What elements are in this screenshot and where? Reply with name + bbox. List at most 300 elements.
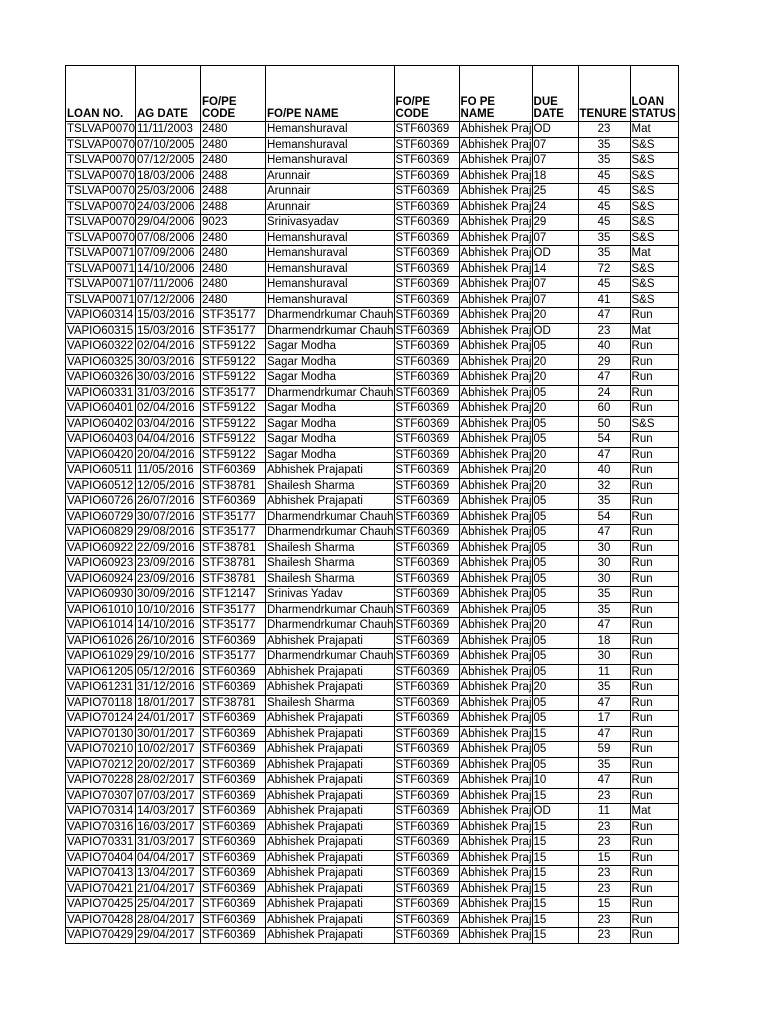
cell-fo-pe-name-2: Abhishek Praj [460,371,532,384]
cell-tenure: 60 [578,401,630,417]
cell-fo-pe-name-2: Abhishek Praj [460,665,532,678]
cell-fo-pe-code-2: STF60369 [394,571,459,587]
cell-loan-no: VAPIO70130 [66,726,136,742]
cell-loan-no: VAPIO60729 [66,509,136,525]
cell-due-date: OD [532,323,578,339]
cell-loan-status: S&S [630,153,678,169]
cell-fo-pe-code-2: STF60369 [394,726,459,742]
cell-ag-date: 07/11/2006 [135,277,200,293]
cell-loan-no: VAPIO70331 [66,835,136,851]
cell-fo-pe-name-2: Abhishek Praj [460,433,532,446]
table-row [66,618,679,634]
cell-due-date: 05 [532,571,578,587]
cell-fo-pe-name: Shailesh Sharma [265,478,394,494]
cell-fo-pe-code-2: STF60369 [394,339,459,355]
table-row [66,339,679,355]
cell-fo-pe-name-2: Abhishek Praj [460,836,532,849]
cell-fo-pe-name: Abhishek Prajapati [265,928,394,944]
cell-fo-pe-code: STF59122 [200,447,265,463]
cell-fo-pe-code-2: STF60369 [394,401,459,417]
cell-loan-no: VAPIO61014 [66,618,136,634]
cell-fo-pe-name-2: Abhishek Praj [460,138,532,151]
cell-due-date: 15 [532,881,578,897]
cell-fo-pe-code-2: STF60369 [394,122,459,138]
cell-fo-pe-code-2: STF60369 [394,184,459,200]
table-row [66,928,679,944]
cell-ag-date: 24/01/2017 [135,711,200,727]
cell-ag-date: 24/03/2006 [135,199,200,215]
cell-loan-no: VAPIO60402 [66,416,136,432]
cell-tenure: 24 [578,385,630,401]
cell-fo-pe-code: STF60369 [200,788,265,804]
cell-fo-pe-code-2: STF60369 [394,416,459,432]
table-row [66,912,679,928]
header-row [66,66,679,122]
cell-loan-no: VAPIO70124 [66,711,136,727]
table-row [66,246,679,262]
table-row [66,292,679,308]
cell-fo-pe-name: Dharmendrkumar Chauh [266,324,394,337]
cell-fo-pe-code-2: STF60369 [394,308,459,324]
cell-due-date: 05 [532,742,578,758]
cell-fo-pe-name: Abhishek Prajapati [265,742,394,758]
cell-ag-date: 05/12/2016 [135,664,200,680]
table-row [66,261,679,277]
table-row [66,897,679,913]
cell-loan-no: VAPIO60314 [66,308,136,324]
cell-ag-date: 15/03/2016 [135,308,200,324]
cell-fo-pe-code: STF59122 [200,401,265,417]
cell-fo-pe-name: Arunnair [265,199,394,215]
cell-due-date: 05 [532,664,578,680]
cell-due-date: 20 [532,354,578,370]
cell-fo-pe-name: Hemanshuraval [265,277,394,293]
cell-fo-pe-code-2: STF60369 [394,292,459,308]
table-row [66,804,679,820]
col-header-due-date: DUE DATE [532,66,578,122]
cell-tenure: 17 [578,711,630,727]
table-row [66,323,679,339]
cell-fo-pe-name: Sagar Modha [265,354,394,370]
cell-loan-status: Run [630,633,678,649]
cell-loan-status: S&S [630,416,678,432]
cell-loan-status: Run [630,587,678,603]
cell-fo-pe-name: Abhishek Prajapati [265,835,394,851]
cell-loan-status: Run [630,664,678,680]
cell-loan-no: TSLVAP0070 [67,123,135,136]
cell-loan-status: Run [630,447,678,463]
cell-loan-status: Mat [630,246,678,262]
cell-fo-pe-name: Abhishek Prajapati [265,819,394,835]
cell-due-date: 05 [532,385,578,401]
table-row [66,168,679,184]
cell-fo-pe-code: 2488 [200,184,265,200]
cell-tenure: 23 [578,819,630,835]
cell-ag-date: 10/10/2016 [135,602,200,618]
cell-fo-pe-code-2: STF60369 [394,509,459,525]
table-row [66,835,679,851]
cell-loan-no: VAPIO70421 [66,881,136,897]
cell-fo-pe-code-2: STF60369 [394,478,459,494]
cell-fo-pe-code-2: STF60369 [394,866,459,882]
cell-ag-date: 21/04/2017 [135,881,200,897]
cell-due-date: 20 [532,447,578,463]
cell-loan-status: Run [630,509,678,525]
cell-fo-pe-name-2: Abhishek Praj [460,231,532,244]
cell-loan-status: Run [630,819,678,835]
cell-fo-pe-name: Sagar Modha [265,416,394,432]
cell-due-date: 07 [532,230,578,246]
cell-fo-pe-name-2: Abhishek Praj [460,340,532,353]
cell-due-date: 15 [532,788,578,804]
cell-due-date: 05 [532,416,578,432]
cell-fo-pe-code: STF60369 [200,835,265,851]
cell-fo-pe-name-2: Abhishek Praj [460,169,532,182]
cell-loan-status: S&S [630,215,678,231]
cell-fo-pe-name-2: Abhishek Praj [460,526,532,539]
cell-ag-date: 30/01/2017 [135,726,200,742]
cell-loan-no: TSLVAP0071 [67,278,135,291]
cell-fo-pe-name-2: Abhishek Praj [460,464,532,477]
cell-tenure: 35 [578,757,630,773]
cell-fo-pe-code: STF60369 [200,773,265,789]
cell-fo-pe-name: Dharmendrkumar Chauh [266,619,394,632]
cell-loan-status: Run [630,757,678,773]
cell-ag-date: 04/04/2017 [135,850,200,866]
cell-loan-status: Run [630,370,678,386]
cell-due-date: 15 [532,928,578,944]
cell-fo-pe-name: Abhishek Prajapati [265,664,394,680]
cell-due-date: 15 [532,726,578,742]
col-header-loan-no: LOAN NO. [66,66,136,122]
cell-tenure: 72 [578,261,630,277]
cell-tenure: 40 [578,339,630,355]
cell-due-date: 15 [532,897,578,913]
cell-tenure: 35 [578,137,630,153]
cell-fo-pe-name-2: Abhishek Praj [460,386,532,399]
cell-fo-pe-name: Abhishek Prajapati [265,757,394,773]
cell-fo-pe-code-2: STF60369 [394,587,459,603]
cell-ag-date: 29/08/2016 [135,525,200,541]
cell-loan-no: TSLVAP0070 [67,138,135,151]
cell-fo-pe-name-2: Abhishek Praj [460,541,532,554]
cell-fo-pe-code: STF38781 [200,571,265,587]
cell-tenure: 32 [578,478,630,494]
cell-tenure: 54 [578,432,630,448]
cell-fo-pe-name: Hemanshuraval [265,261,394,277]
cell-loan-no: TSLVAP0071 [67,262,135,275]
cell-fo-pe-code-2: STF60369 [394,540,459,556]
cell-ag-date: 30/09/2016 [135,587,200,603]
cell-tenure: 41 [578,292,630,308]
cell-fo-pe-code-2: STF60369 [394,711,459,727]
cell-due-date: 07 [532,277,578,293]
cell-due-date: 05 [532,525,578,541]
cell-fo-pe-name: Sagar Modha [265,432,394,448]
cell-ag-date: 29/04/2006 [135,215,200,231]
cell-due-date: 05 [532,540,578,556]
cell-due-date: 07 [532,153,578,169]
cell-loan-status: Run [630,912,678,928]
cell-fo-pe-code-2: STF60369 [394,199,459,215]
table-row [66,447,679,463]
cell-ag-date: 16/03/2017 [135,819,200,835]
cell-fo-pe-name-2: Abhishek Praj [460,851,532,864]
cell-fo-pe-name: Abhishek Prajapati [265,850,394,866]
cell-fo-pe-name: Hemanshuraval [265,153,394,169]
cell-ag-date: 07/03/2017 [135,788,200,804]
cell-tenure: 47 [578,618,630,634]
cell-loan-status: Run [630,354,678,370]
cell-loan-no: VAPIO60401 [66,401,136,417]
cell-ag-date: 23/09/2016 [135,556,200,572]
cell-fo-pe-name-2: Abhishek Praj [460,479,532,492]
cell-fo-pe-name-2: Abhishek Praj [460,510,532,523]
cell-fo-pe-code: 2480 [200,230,265,246]
cell-fo-pe-code-2: STF60369 [394,788,459,804]
cell-tenure: 47 [578,695,630,711]
cell-due-date: 05 [532,695,578,711]
cell-ag-date: 30/07/2016 [135,509,200,525]
cell-fo-pe-code-2: STF60369 [394,850,459,866]
cell-ag-date: 02/04/2016 [135,401,200,417]
cell-due-date: 18 [532,168,578,184]
cell-fo-pe-code: STF35177 [200,618,265,634]
cell-fo-pe-name-2: Abhishek Praj [460,619,532,632]
cell-fo-pe-code-2: STF60369 [394,494,459,510]
cell-due-date: 29 [532,215,578,231]
cell-fo-pe-name-2: Abhishek Praj [460,681,532,694]
cell-fo-pe-name: Abhishek Prajapati [265,788,394,804]
cell-fo-pe-name-2: Abhishek Praj [460,448,532,461]
cell-fo-pe-name: Arunnair [265,168,394,184]
cell-tenure: 45 [578,215,630,231]
cell-tenure: 15 [578,850,630,866]
cell-due-date: 05 [532,602,578,618]
cell-tenure: 47 [578,525,630,541]
cell-fo-pe-code: STF35177 [200,649,265,665]
table-row [66,432,679,448]
cell-ag-date: 25/03/2006 [135,184,200,200]
cell-tenure: 35 [578,230,630,246]
cell-loan-no: VAPIO61205 [66,664,136,680]
table-row [66,556,679,572]
cell-loan-no: VAPIO70228 [66,773,136,789]
cell-fo-pe-code: 2480 [200,292,265,308]
cell-loan-no: VAPIO60726 [66,494,136,510]
cell-loan-no: VAPIO70212 [66,757,136,773]
cell-due-date: 15 [532,850,578,866]
cell-loan-status: Run [630,835,678,851]
cell-fo-pe-code: STF60369 [200,928,265,944]
cell-fo-pe-name-2: Abhishek Praj [460,417,532,430]
cell-fo-pe-code-2: STF60369 [394,463,459,479]
cell-fo-pe-code-2: STF60369 [394,137,459,153]
cell-fo-pe-code-2: STF60369 [394,246,459,262]
col-header-fo-pe-name: FO/PE NAME [265,66,394,122]
loan-table [65,65,679,944]
cell-fo-pe-code: STF60369 [200,881,265,897]
cell-tenure: 23 [578,122,630,138]
cell-loan-no: VAPIO60322 [66,339,136,355]
cell-fo-pe-name-2: Abhishek Praj [460,588,532,601]
cell-fo-pe-code: STF59122 [200,370,265,386]
cell-tenure: 47 [578,308,630,324]
cell-ag-date: 20/04/2016 [135,447,200,463]
cell-loan-status: Run [630,540,678,556]
cell-loan-status: Run [630,556,678,572]
table-row [66,308,679,324]
cell-fo-pe-code: STF60369 [200,850,265,866]
cell-fo-pe-name-2: Abhishek Praj [460,712,532,725]
cell-fo-pe-name-2: Abhishek Praj [460,727,532,740]
cell-fo-pe-code: STF38781 [200,540,265,556]
cell-loan-status: Run [630,618,678,634]
cell-tenure: 29 [578,354,630,370]
table-row [66,385,679,401]
cell-loan-no: VAPIO70307 [66,788,136,804]
table-row [66,757,679,773]
table-row [66,277,679,293]
cell-fo-pe-code: STF60369 [200,726,265,742]
cell-due-date: 15 [532,912,578,928]
cell-fo-pe-code: 2480 [200,153,265,169]
cell-fo-pe-name: Abhishek Prajapati [265,711,394,727]
cell-due-date: 20 [532,308,578,324]
cell-fo-pe-code: STF38781 [200,478,265,494]
cell-fo-pe-code-2: STF60369 [394,819,459,835]
cell-loan-no: VAPIO60924 [66,571,136,587]
cell-tenure: 23 [578,323,630,339]
table-row [66,137,679,153]
cell-fo-pe-code-2: STF60369 [394,556,459,572]
cell-loan-no: VAPIO61026 [66,633,136,649]
cell-fo-pe-name: Abhishek Prajapati [265,494,394,510]
cell-due-date: 25 [532,184,578,200]
cell-loan-no: VAPIO70404 [66,850,136,866]
cell-fo-pe-name-2: Abhishek Praj [460,758,532,771]
cell-fo-pe-name: Dharmendrkumar Chauh [266,603,394,616]
cell-loan-no: TSLVAP0071 [67,247,135,260]
cell-loan-status: Run [630,711,678,727]
cell-due-date: 24 [532,199,578,215]
cell-tenure: 45 [578,168,630,184]
cell-loan-status: Run [630,308,678,324]
cell-fo-pe-name: Dharmendrkumar Chauh [266,526,394,539]
cell-fo-pe-code-2: STF60369 [394,804,459,820]
cell-loan-no: TSLVAP0070 [67,200,135,213]
table-row [66,664,679,680]
cell-fo-pe-code: STF59122 [200,339,265,355]
cell-fo-pe-name: Dharmendrkumar Chauh [266,650,394,663]
cell-due-date: 05 [532,432,578,448]
cell-fo-pe-name: Hemanshuraval [265,122,394,138]
cell-fo-pe-name: Sagar Modha [265,447,394,463]
table-row [66,680,679,696]
cell-fo-pe-code: 9023 [200,215,265,231]
table-row [66,742,679,758]
cell-fo-pe-name-2: Abhishek Praj [460,185,532,198]
cell-fo-pe-name-2: Abhishek Praj [460,805,532,818]
cell-loan-no: VAPIO61231 [66,680,136,696]
cell-fo-pe-code-2: STF60369 [394,447,459,463]
cell-due-date: 20 [532,401,578,417]
cell-due-date: 05 [532,587,578,603]
cell-tenure: 15 [578,897,630,913]
cell-fo-pe-code: 2480 [200,277,265,293]
cell-fo-pe-name-2: Abhishek Praj [460,603,532,616]
cell-ag-date: 14/03/2017 [135,804,200,820]
table-row [66,571,679,587]
cell-tenure: 18 [578,633,630,649]
table-row [66,509,679,525]
col-header-fo-pe-code: FO/PE CODE [200,66,265,122]
cell-loan-status: Run [630,432,678,448]
cell-fo-pe-name: Abhishek Prajapati [265,463,394,479]
cell-fo-pe-name: Abhishek Prajapati [265,897,394,913]
cell-loan-status: Run [630,928,678,944]
cell-fo-pe-code: STF60369 [200,804,265,820]
cell-fo-pe-code-2: STF60369 [394,680,459,696]
cell-fo-pe-name-2: Abhishek Praj [460,867,532,880]
cell-loan-status: Run [630,463,678,479]
cell-fo-pe-name: Hemanshuraval [265,292,394,308]
cell-tenure: 23 [578,928,630,944]
cell-loan-no: VAPIO61029 [66,649,136,665]
cell-due-date: 05 [532,711,578,727]
col-header-ag-date: AG DATE [135,66,200,122]
cell-fo-pe-name-2: Abhishek Praj [460,572,532,585]
cell-fo-pe-name-2: Abhishek Praj [460,557,532,570]
cell-loan-status: S&S [630,261,678,277]
cell-fo-pe-name-2: Abhishek Praj [460,123,532,136]
cell-due-date: 20 [532,680,578,696]
table-row [66,649,679,665]
cell-due-date: 20 [532,463,578,479]
cell-fo-pe-code: STF60369 [200,711,265,727]
table-row [66,230,679,246]
cell-loan-no: VAPIO60331 [66,385,136,401]
cell-loan-status: Run [630,649,678,665]
cell-loan-status: S&S [630,168,678,184]
cell-fo-pe-name: Arunnair [265,184,394,200]
cell-fo-pe-code-2: STF60369 [394,835,459,851]
cell-fo-pe-code-2: STF60369 [394,897,459,913]
cell-fo-pe-name: Abhishek Prajapati [265,633,394,649]
cell-tenure: 35 [578,494,630,510]
cell-ag-date: 07/12/2005 [135,153,200,169]
table-row [66,695,679,711]
table-row [66,587,679,603]
cell-loan-no: VAPIO70429 [66,928,136,944]
cell-fo-pe-code: STF60369 [200,819,265,835]
cell-due-date: 15 [532,819,578,835]
cell-ag-date: 20/02/2017 [135,757,200,773]
cell-ag-date: 03/04/2016 [135,416,200,432]
cell-fo-pe-name: Abhishek Prajapati [265,726,394,742]
cell-ag-date: 18/01/2017 [135,695,200,711]
table-row [66,153,679,169]
cell-loan-status: S&S [630,184,678,200]
cell-due-date: 05 [532,649,578,665]
cell-fo-pe-name: Hemanshuraval [265,246,394,262]
cell-tenure: 35 [578,602,630,618]
cell-ag-date: 11/05/2016 [135,463,200,479]
cell-ag-date: 29/04/2017 [135,928,200,944]
cell-loan-no: VAPIO60930 [66,587,136,603]
col-header-fo-pe-name-2: FO PE NAME [459,66,532,122]
cell-fo-pe-name-2: Abhishek Praj [460,929,532,942]
